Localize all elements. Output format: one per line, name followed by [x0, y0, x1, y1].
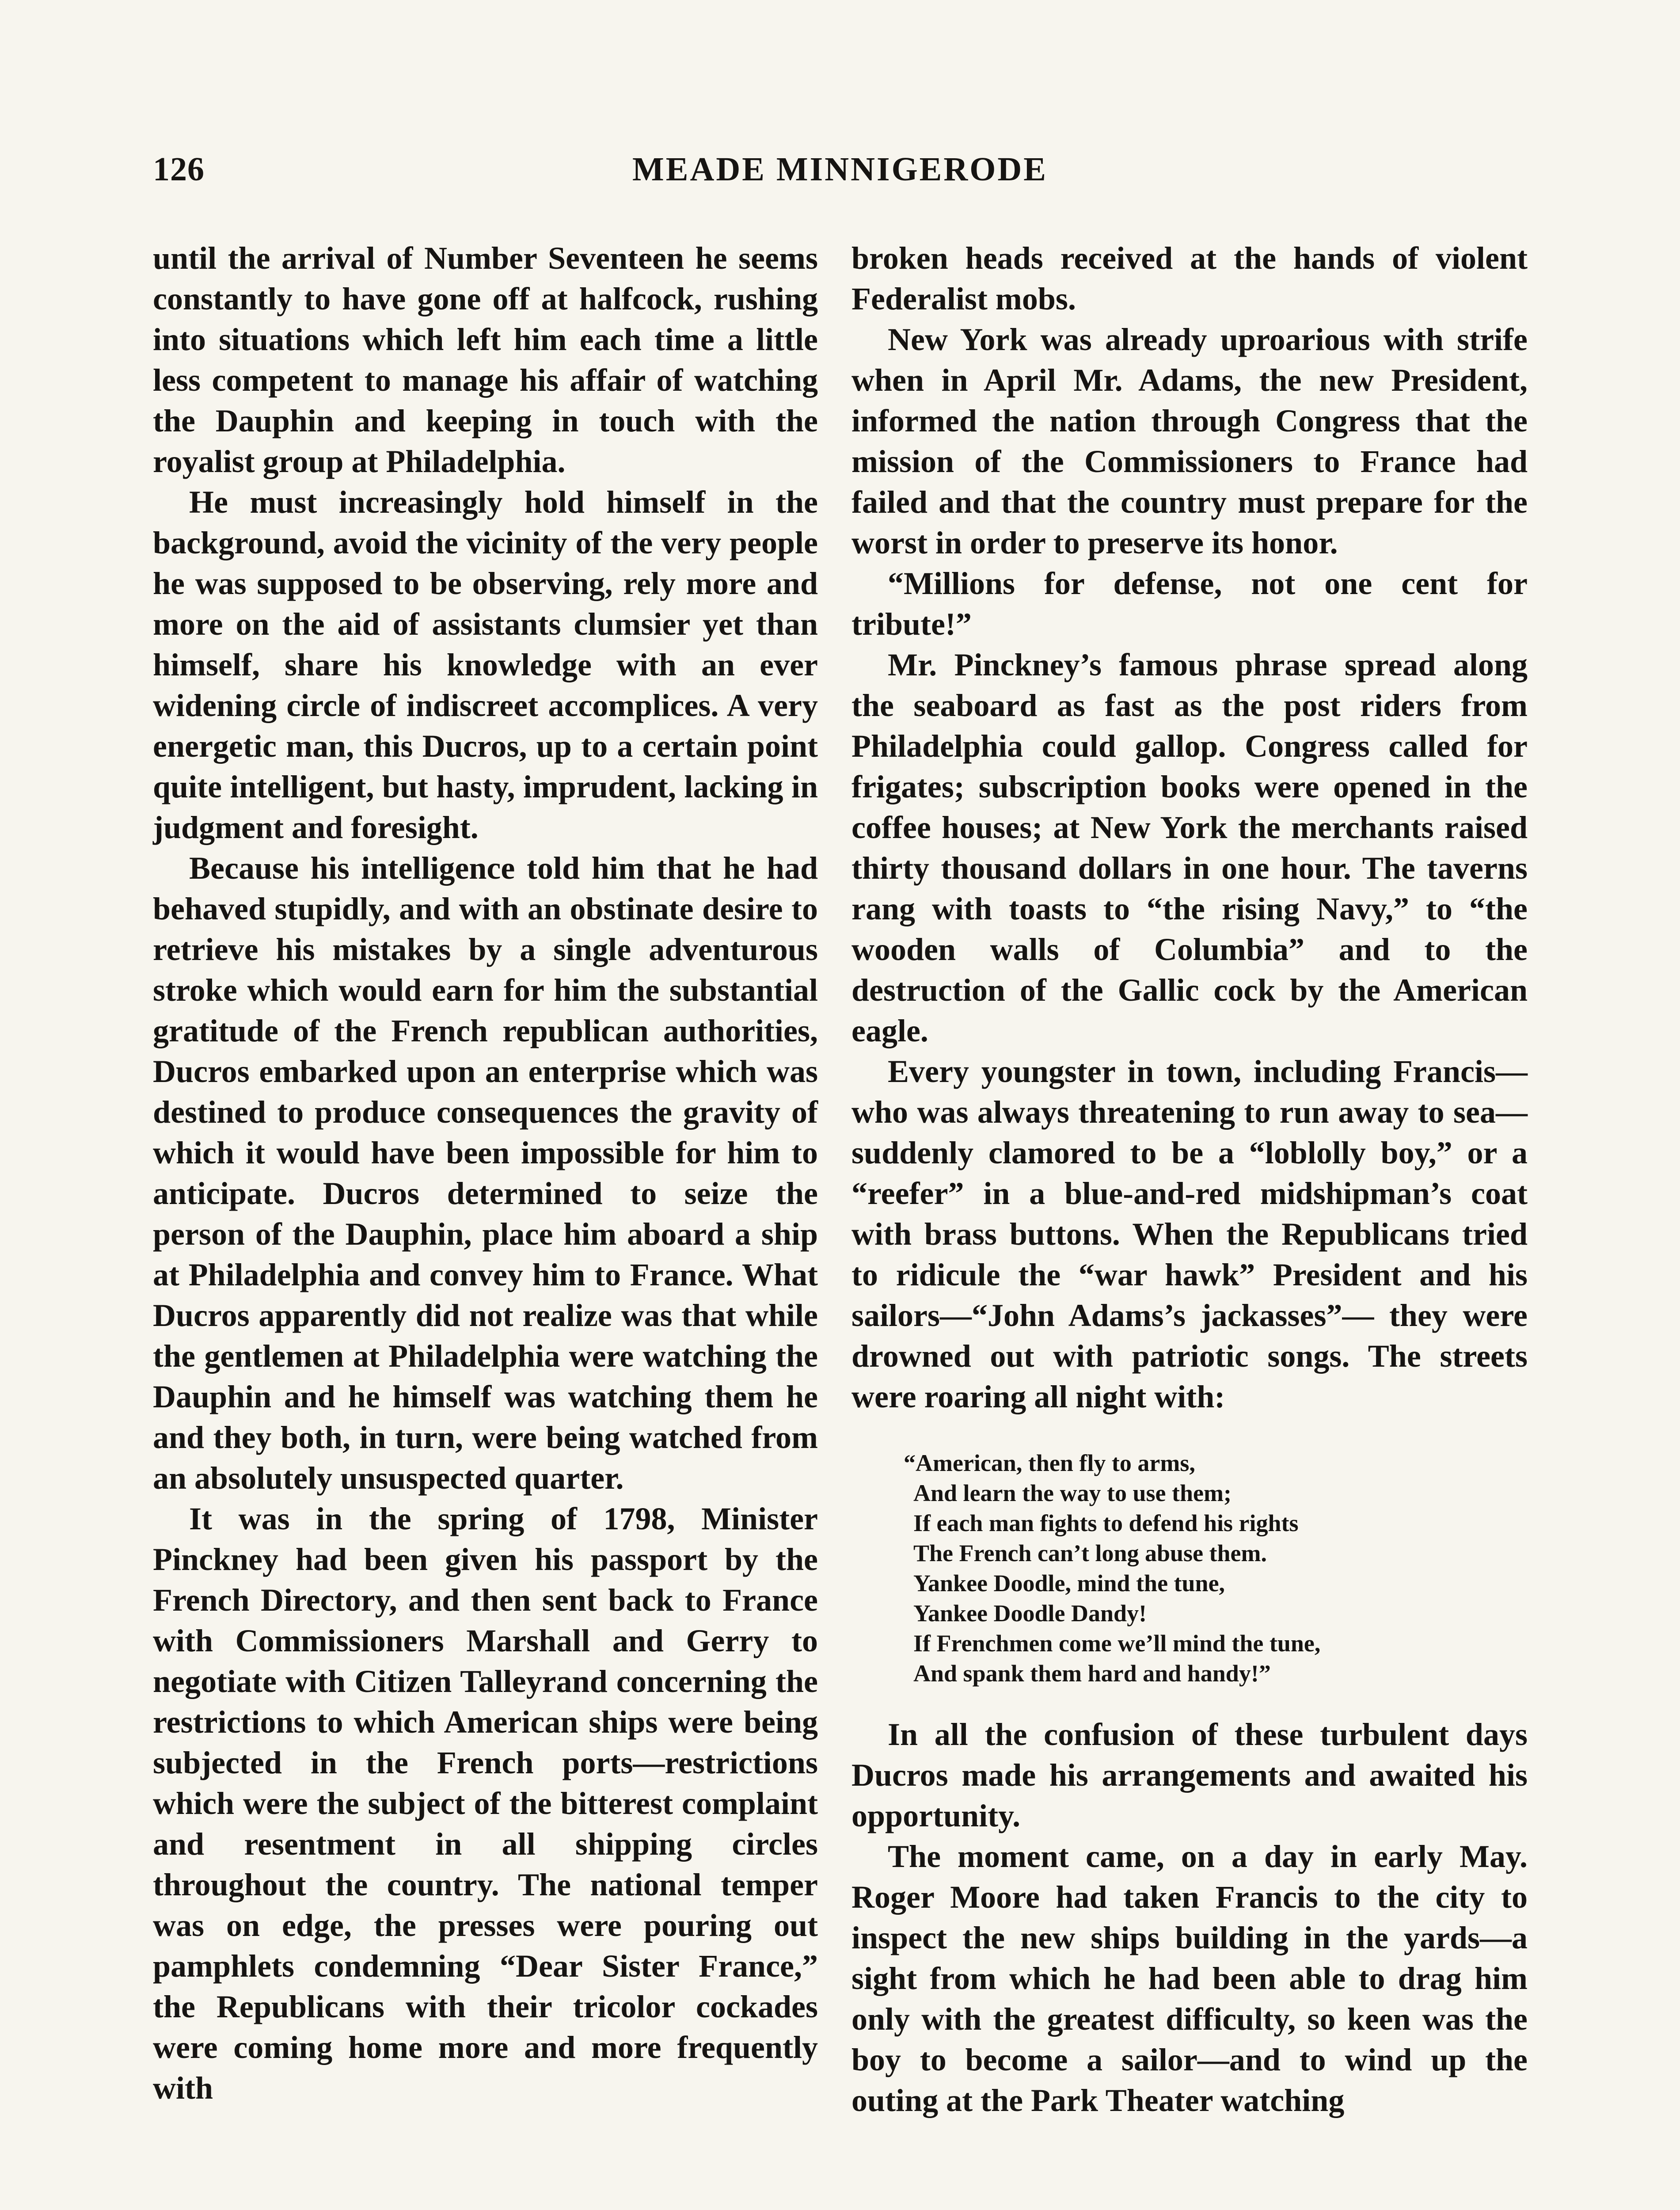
verse-line: Yankee Doodle Dandy!: [913, 1600, 1147, 1627]
paragraph: It was in the spring of 1798, Minister Pinckney had been given his passport by the French Directory, and then sent back to France with Commissioners Marshall and Gerry to negotiate with Citizen Talleyrand concerning the restrictions to which American ships were being subjected in the French ports—restrictions which were the subject of the bitterest complaint and resentment in all shipping circles throughout the country. The national temper was on edge, the presses were pouring out pamphlets condemning “Dear Sister France,” the Republicans with their tricolor cockades were coming home more and more frequently with: [153, 1501, 818, 2106]
paragraph: The moment came, on a day in early May. Roger Moore had taken Francis to the city to inspect the new ships building in the yards—a sight from which he had been able to drag him only with the greatest difficulty, so keen was the boy to become a sailor—and to wind up the outing at the Park Theater watching: [851, 1839, 1528, 2118]
song-verse: [904, 1448, 1528, 1688]
page-header: [153, 150, 1527, 199]
verse-line: And learn the way to use them;: [913, 1480, 1231, 1506]
page-number: 126: [153, 151, 205, 188]
verse-line: The French can’t long abuse them.: [913, 1540, 1267, 1566]
verse-line: If Frenchmen come we’ll mind the tune,: [913, 1630, 1321, 1657]
verse-line: And spank them hard and handy!”: [913, 1660, 1271, 1687]
right-column: [851, 238, 1528, 2121]
verse-line: “American, then fly to arms,: [904, 1450, 1195, 1476]
paragraph: Because his intelligence told him that he had behaved stupidly, and with an obstinate desire to retrieve his mistakes by a single adventurous stroke which would earn for him the substantial gratitude of the French republican authorities, Ducros embarked upon an enterprise which was destined to produce consequences the gravity of which it would have been impossible for him to anticipate. Ducros determined to seize the person of the Dauphin, place him aboard a ship at Philadelphia and convey him to France. What Ducros apparently did not realize was that while the gentlemen at Philadelphia were watching the Dauphin and he himself was watching them he and they both, in turn, were being watched from an absolutely unsuspected quarter.: [153, 850, 818, 1496]
verse-line: Yankee Doodle, mind the tune,: [913, 1570, 1225, 1597]
paragraph: He must increasingly hold himself in the background, avoid the vicinity of the very people he was supposed to be observing, rely more and more on the aid of assistants clumsier yet than himself, share his knowledge with an ever widening circle of indiscreet accomplices. A very energetic man, this Ducros, up to a certain point quite intelligent, but hasty, imprudent, lacking in judgment and foresight.: [153, 484, 818, 845]
paragraph: New York was already uproarious with strife when in April Mr. Adams, the new President, informed the nation through Congress that the mission of the Commissioners to France had failed and that the country must prepare for the worst in order to preserve its honor.: [851, 322, 1528, 560]
left-column: [153, 238, 818, 2108]
verse-line: If each man fights to defend his rights: [913, 1510, 1299, 1536]
paragraph: until the arrival of Number Seventeen he seems constantly to have gone off at halfcock, rushing into situations which left him each time a little less competent to manage his affair of watching the Dauphin and keeping in touch with the royalist group at Philadelphia.: [153, 240, 818, 479]
quotation-paragraph: “Millions for defense, not one cent for tribute!”: [851, 566, 1528, 642]
paragraph: broken heads received at the hands of violent Federalist mobs.: [851, 240, 1528, 316]
running-title: MEADE MINNIGERODE: [632, 151, 1048, 188]
paragraph: Mr. Pinckney’s famous phrase spread along the seaboard as fast as the post riders from Philadelphia could gallop. Congress called for frigates; subscription books were opened in the coffee houses; at New York the merchants raised thirty thousand dollars in one hour. The taverns rang with toasts to “the rising Navy,” to “the wooden walls of Columbia” and to the destruction of the Gallic cock by the American eagle.: [851, 647, 1528, 1048]
paragraph: In all the confusion of these turbulent days Ducros made his arrangements and awaited his opportunity.: [851, 1717, 1528, 1833]
paragraph: Every youngster in town, including Francis—who was always threatening to run away to sea—suddenly clamored to be a “loblolly boy,” or a “reefer” in a blue-and-red midshipman’s coat with brass buttons. When the Republicans tried to ridicule the “war hawk” President and his sailors—“John Adams’s jackasses”— they were drowned out with patriotic songs. The streets were roaring all night with:: [851, 1054, 1528, 1414]
